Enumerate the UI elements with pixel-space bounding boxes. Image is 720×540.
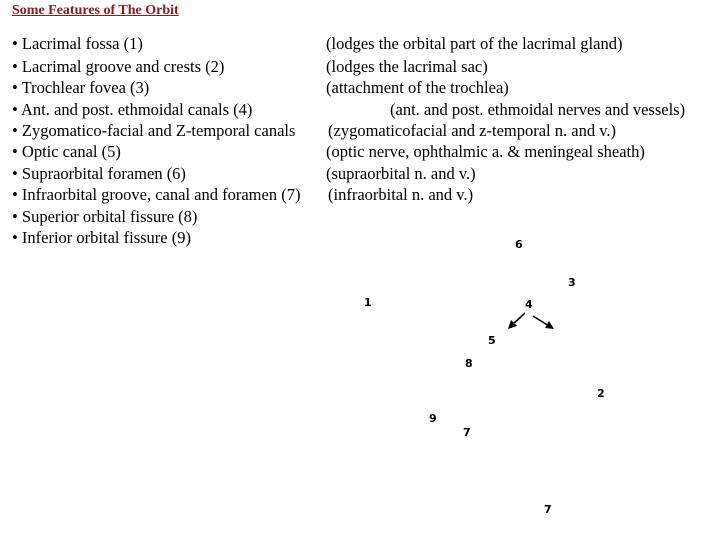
diagram-label-9: 9 [429, 412, 437, 425]
feature-name: • Ant. and post. ethmoidal canals (4) [12, 100, 253, 119]
arrow-right-icon [533, 316, 554, 329]
diagram-label-2: 2 [597, 387, 605, 400]
feature-description: (optic nerve, ophthalmic a. & meningeal sheath) [326, 142, 645, 161]
diagram-label-1: 1 [364, 296, 372, 309]
feature-name: • Trochlear fovea (3) [12, 78, 150, 97]
diagram-label-8: 8 [465, 357, 473, 370]
feature-name: • Lacrimal groove and crests (2) [12, 57, 225, 76]
diagram-label-7-upper: 7 [463, 426, 471, 439]
diagram-label-4: 4 [525, 298, 533, 311]
feature-description: (supraorbital n. and v.) [326, 164, 476, 183]
feature-name: • Optic canal (5) [12, 142, 121, 161]
diagram-label-7-lower: 7 [544, 503, 552, 516]
arrow-left-icon [508, 313, 525, 329]
feature-name: • Inferior orbital fissure (9) [12, 228, 191, 247]
diagram-label-6: 6 [515, 238, 523, 251]
feature-description: (ant. and post. ethmoidal nerves and vessels) [390, 100, 686, 119]
feature-description: (lodges the lacrimal sac) [326, 57, 488, 76]
page-title: Some Features of The Orbit [12, 3, 179, 18]
feature-description: (infraorbital n. and v.) [328, 185, 474, 204]
feature-description: (lodges the orbital part of the lacrimal gland) [326, 34, 623, 53]
feature-name: • Zygomatico-facial and Z-temporal canals [12, 121, 296, 140]
feature-name: • Supraorbital foramen (6) [12, 164, 186, 183]
diagram-label-3: 3 [568, 276, 576, 289]
diagram-label-5: 5 [488, 334, 496, 347]
feature-description: (zygomaticofacial and z-temporal n. and v.) [328, 121, 617, 140]
feature-name: • Infraorbital groove, canal and foramen (7) [12, 185, 301, 204]
feature-name: • Superior orbital fissure (8) [12, 207, 198, 226]
feature-description: (attachment of the trochlea) [326, 78, 509, 97]
feature-name: • Lacrimal fossa (1) [12, 34, 143, 53]
